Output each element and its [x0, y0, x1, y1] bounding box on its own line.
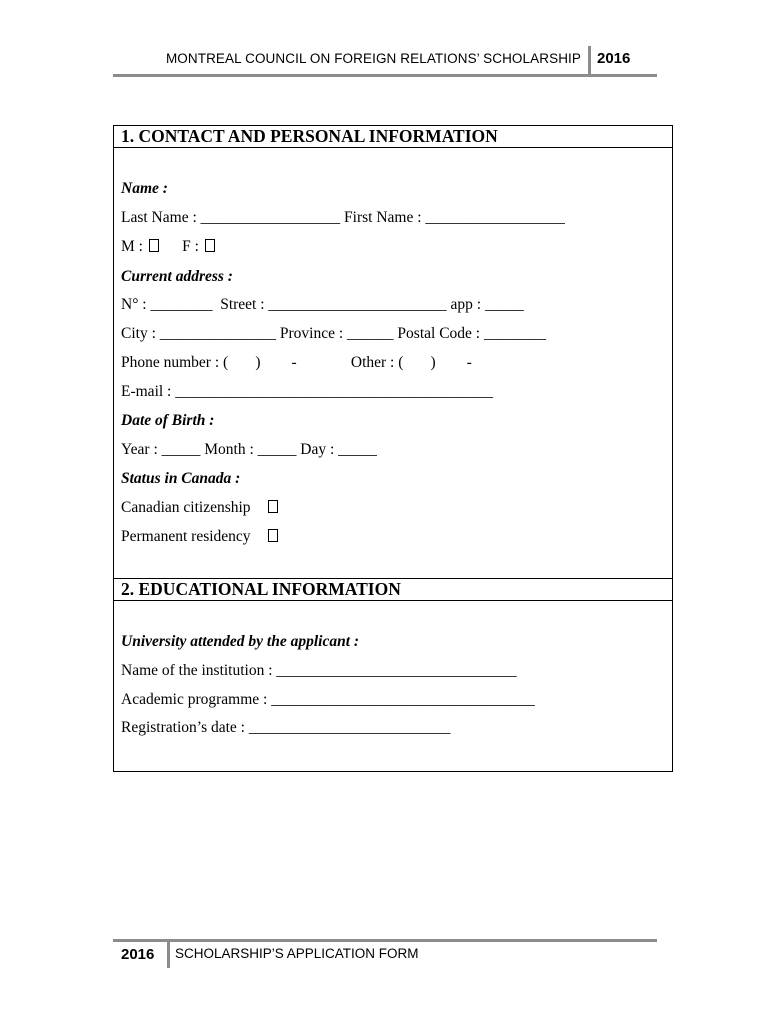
section-1-title: 1. CONTACT AND PERSONAL INFORMATION: [114, 126, 672, 148]
residency-checkbox[interactable]: [268, 529, 278, 542]
street-label: Street :: [212, 296, 269, 313]
city-label: City :: [121, 325, 160, 342]
email-label: E-mail :: [121, 383, 176, 400]
female-checkbox[interactable]: [205, 239, 215, 252]
citizenship-label: Canadian citizenship: [121, 499, 251, 516]
residency-row: [121, 528, 278, 546]
first-name-label: First Name :: [340, 209, 426, 226]
street-row: [121, 296, 524, 314]
institution-label: Name of the institution :: [121, 662, 277, 679]
section-2-title: 2. EDUCATIONAL INFORMATION: [114, 578, 672, 601]
footer-separator: [167, 942, 170, 968]
programme-row: [121, 691, 535, 709]
header-separator: [588, 46, 591, 74]
page-header: [113, 44, 657, 77]
first-name-field[interactable]: __________________: [425, 209, 565, 226]
number-field[interactable]: ________: [150, 296, 213, 313]
province-label: Province :: [276, 325, 348, 342]
street-field[interactable]: _______________________: [268, 296, 447, 313]
registration-label: Registration’s date :: [121, 719, 249, 736]
male-checkbox[interactable]: [149, 239, 159, 252]
page-footer: [113, 939, 657, 972]
header-year: 2016: [597, 50, 631, 67]
postal-code-field[interactable]: ________: [483, 325, 546, 342]
programme-label: Academic programme :: [121, 691, 272, 708]
last-name-field[interactable]: __________________: [200, 209, 341, 226]
header-title: MONTREAL COUNCIL ON FOREIGN RELATIONS’ SCHOLARSHIP: [165, 51, 581, 66]
month-label: Month :: [200, 441, 258, 458]
last-name-label: Last Name :: [121, 209, 201, 226]
programme-field[interactable]: __________________________________: [271, 691, 535, 708]
name-heading: Name :: [121, 180, 168, 197]
city-field[interactable]: _______________: [159, 325, 277, 342]
app-field[interactable]: _____: [484, 296, 524, 313]
postal-code-label: Postal Code :: [393, 325, 484, 342]
year-label: Year :: [121, 441, 162, 458]
city-row: [121, 325, 546, 343]
footer-year: 2016: [121, 946, 155, 963]
gender-row: [121, 238, 215, 256]
dob-row: [121, 441, 377, 459]
institution-field[interactable]: _______________________________: [276, 662, 517, 679]
day-label: Day :: [296, 441, 339, 458]
male-label: M :: [121, 238, 147, 255]
phone-row: [121, 354, 472, 372]
footer-title: SCHOLARSHIP’S APPLICATION FORM: [175, 946, 419, 961]
name-row: [121, 209, 565, 227]
registration-field[interactable]: __________________________: [248, 719, 451, 736]
email-row: [121, 383, 493, 401]
citizenship-checkbox[interactable]: [268, 500, 278, 513]
application-form: [113, 125, 673, 772]
citizenship-row: [121, 499, 278, 517]
university-heading: University attended by the applicant :: [121, 633, 360, 650]
day-field[interactable]: _____: [338, 441, 377, 458]
month-field[interactable]: _____: [257, 441, 297, 458]
app-label: app :: [446, 296, 485, 313]
dob-heading: Date of Birth :: [121, 412, 215, 429]
other-phone-field[interactable]: Other : ( ) -: [350, 354, 472, 371]
phone-field[interactable]: Phone number : ( ) -: [121, 354, 297, 371]
residency-label: Permanent residency: [121, 528, 251, 545]
status-heading: Status in Canada :: [121, 470, 241, 487]
year-field[interactable]: _____: [161, 441, 201, 458]
email-field[interactable]: _________________________________________: [175, 383, 493, 400]
number-label: N° :: [121, 296, 151, 313]
registration-row: [121, 719, 450, 737]
female-label: F :: [182, 238, 203, 255]
address-heading: Current address :: [121, 268, 233, 285]
institution-row: [121, 662, 517, 680]
province-field[interactable]: ______: [347, 325, 394, 342]
